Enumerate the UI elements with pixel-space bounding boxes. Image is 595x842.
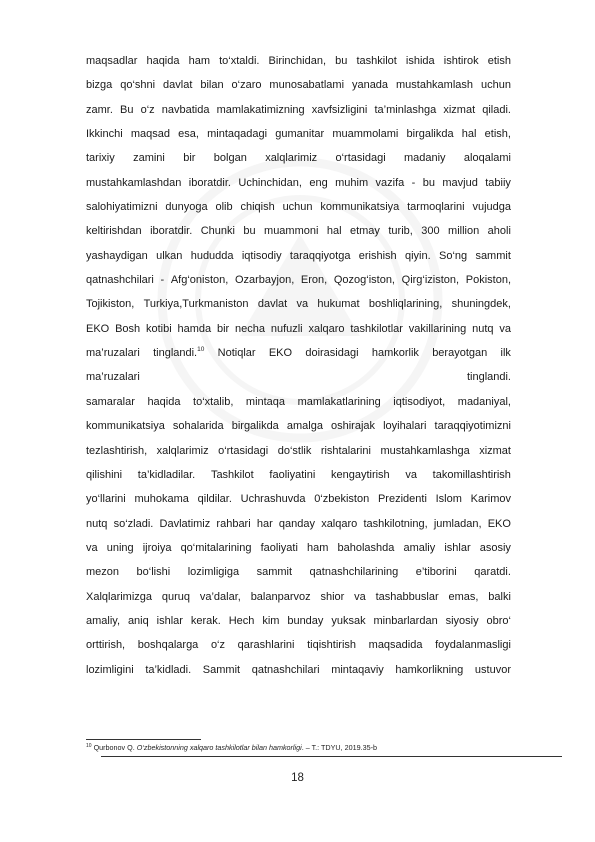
- word: mamlakatimizning: [216, 103, 305, 116]
- text-line: [86, 268, 511, 292]
- word: aniq: [127, 614, 149, 627]
- word: nufuzli: [270, 322, 303, 335]
- word: keltirishdan: [86, 225, 142, 238]
- footnote-author: Qurbonov Q.: [93, 743, 135, 752]
- word: tezlashtirish,: [86, 444, 148, 457]
- word: Eron,: [300, 274, 328, 287]
- word: ishida: [405, 55, 435, 67]
- word: bu: [335, 55, 348, 67]
- word: maqsadida: [368, 639, 423, 652]
- word: hududda: [190, 249, 234, 262]
- word: xalqaro: [321, 517, 358, 530]
- word: xizmat: [443, 103, 476, 116]
- word: shior: [320, 590, 345, 603]
- word: Tashkilot: [210, 468, 254, 481]
- word: Qozog‘iston,: [333, 274, 395, 287]
- word: dunyoga: [165, 201, 208, 214]
- word: bo‘lishi: [136, 566, 171, 579]
- word: uchun: [282, 201, 313, 214]
- word: samaralar: [86, 395, 135, 408]
- word: olib: [215, 201, 233, 214]
- word: bunday: [287, 614, 324, 627]
- word: ishtirok: [443, 55, 479, 67]
- word: iqtisodiyot,: [393, 395, 446, 408]
- word: qatnashchilarining: [309, 566, 399, 579]
- text-line: [86, 658, 511, 682]
- word: kotibi: [145, 322, 172, 335]
- word: Xalqlarimizga: [86, 590, 153, 603]
- word: faoliyati: [260, 541, 298, 554]
- word: bizga: [86, 79, 113, 92]
- word: Bosh: [115, 322, 141, 335]
- text-line: [86, 171, 511, 195]
- word: mustahkamlashga: [380, 444, 470, 457]
- word: taraqqiyotga: [289, 249, 351, 262]
- word: maqsad: [130, 128, 170, 141]
- word: xalqlarimiz: [265, 152, 318, 165]
- word: EKO: [268, 347, 293, 360]
- word: amaliy: [403, 541, 436, 554]
- word: Sammit: [202, 663, 241, 676]
- word: e’tiborini: [415, 566, 457, 579]
- text-line: [86, 219, 511, 243]
- word: amalga: [286, 420, 323, 433]
- word: xalqaro: [308, 322, 345, 335]
- word: bolgan: [213, 152, 247, 165]
- word: va: [86, 541, 98, 554]
- word: Uchinchidan,: [238, 176, 302, 189]
- word: haqida: [147, 395, 181, 408]
- word: ustuvor: [474, 663, 511, 676]
- word: to‘xtalib,: [193, 395, 234, 408]
- word: ta’minlashga: [374, 103, 437, 116]
- word: uning: [106, 541, 134, 554]
- word: balanparvoz: [250, 590, 311, 603]
- text-line: [86, 292, 511, 316]
- word: Prezidenti: [377, 493, 427, 506]
- word: berayotgan: [432, 347, 488, 360]
- word: rahbari: [216, 517, 251, 530]
- word: va: [296, 298, 309, 311]
- word: kim: [262, 614, 280, 627]
- footnote-separator: [86, 739, 201, 740]
- text-line: [86, 585, 511, 609]
- word: qiladi.: [482, 103, 511, 116]
- word: So‘ng: [438, 249, 468, 262]
- word: zamini: [133, 152, 165, 165]
- word: qatnashchilari: [251, 663, 320, 676]
- word: esa,: [178, 128, 199, 141]
- word: tashkilot: [356, 55, 397, 67]
- word: aholi: [487, 225, 511, 238]
- word: kerak.: [190, 614, 221, 627]
- footnote: [86, 743, 377, 752]
- text-line: [86, 439, 511, 463]
- word: obro‘: [486, 614, 511, 627]
- word: o‘z: [140, 103, 155, 116]
- word: kommunikatsiya: [86, 420, 165, 433]
- word: tinglandi.$^{10}$: [153, 346, 205, 360]
- word: tashkilotning,: [363, 517, 428, 530]
- word: boshqalarga: [137, 639, 199, 652]
- text-line: [86, 512, 511, 536]
- word: bu: [243, 225, 256, 238]
- word: mintaqadagi: [207, 128, 268, 141]
- word: xalqlarimiz: [156, 444, 209, 457]
- word: o‘zaro: [231, 79, 262, 92]
- word: tabiiy: [485, 176, 511, 189]
- word: chiqish: [240, 201, 275, 214]
- word: navbatida: [161, 103, 210, 116]
- word: minbarlardan: [373, 614, 438, 627]
- word: -: [160, 274, 165, 287]
- text-line: [86, 487, 511, 511]
- text-line: [86, 98, 511, 122]
- word: takomillashtirish: [432, 468, 511, 481]
- word: iqtisodiy: [241, 249, 282, 262]
- word: Turkiya,Turkmaniston: [143, 298, 249, 311]
- word: kommunikatsiya: [320, 201, 400, 214]
- text-line: [86, 633, 511, 657]
- word: EKO: [487, 517, 511, 530]
- word: ta’kidladilar.: [137, 468, 196, 481]
- word: etmay: [349, 225, 380, 238]
- word: 0‘zbekiston: [314, 493, 370, 506]
- word: qatnashchilari: [86, 274, 154, 287]
- word: vakillarining: [408, 322, 467, 335]
- word: bu: [422, 176, 435, 189]
- word: nutq: [86, 517, 108, 530]
- word: Davlatimiz: [159, 517, 211, 530]
- word: hamkorlikning: [395, 663, 464, 676]
- word: kengaytirish: [330, 468, 390, 481]
- word: ma’ruzalari: [86, 371, 140, 384]
- word: baholashda: [337, 541, 395, 554]
- word: munosabatlami: [269, 79, 345, 92]
- word: mintaqa: [245, 395, 286, 408]
- word: ijroiya: [142, 541, 172, 554]
- word: erishish: [358, 249, 397, 262]
- word: sammit: [256, 566, 293, 579]
- word: oshirajak: [330, 420, 376, 433]
- word: muammolami: [332, 128, 399, 141]
- word: etish,: [484, 128, 511, 141]
- word: o‘z: [210, 639, 225, 652]
- word: iboratdir.: [188, 176, 231, 189]
- word: 300: [421, 225, 440, 238]
- word: hamkorlik: [371, 347, 419, 360]
- word: qiyin.: [404, 249, 431, 262]
- word: yanada: [351, 79, 389, 92]
- word: mustahkamlash: [395, 79, 474, 92]
- word: Islom: [435, 493, 462, 506]
- word: orttirish,: [86, 639, 126, 652]
- word: va’dalar,: [199, 590, 241, 603]
- word: qilishini: [86, 468, 123, 481]
- word: -: [411, 176, 416, 189]
- text-line: [86, 390, 511, 414]
- word: davlat: [163, 79, 193, 92]
- text-line: [86, 146, 511, 170]
- word: rishtalarini: [320, 444, 371, 457]
- word: xizmat: [479, 444, 511, 457]
- text-line-with-footnote: [86, 341, 511, 365]
- word: nutq: [472, 322, 494, 335]
- word: etish: [487, 55, 511, 67]
- word: Uchrashuvda: [240, 493, 306, 506]
- word: Tojikiston,: [86, 298, 135, 311]
- word: ulkan: [156, 249, 183, 262]
- word: muhokama: [134, 493, 189, 506]
- word: yashaydigan: [86, 249, 148, 262]
- word: siyosiy: [445, 614, 479, 627]
- word: necha: [235, 322, 265, 335]
- word: mintaqaviy: [331, 663, 384, 676]
- word: Ikkinchi: [86, 128, 123, 141]
- word: ham: [188, 55, 210, 67]
- word: vujudga: [472, 201, 511, 214]
- body-text: [86, 49, 511, 682]
- text-line: [86, 463, 511, 487]
- word: bir: [216, 322, 230, 335]
- word: davlat: [257, 298, 288, 311]
- word: Birinchidan,: [268, 55, 327, 67]
- text-line: [86, 244, 511, 268]
- word: tiqishtirish: [307, 639, 357, 652]
- text-line: [86, 73, 511, 97]
- word: jumladan,: [433, 517, 482, 530]
- word: do‘stlik: [277, 444, 312, 457]
- word: har: [256, 517, 273, 530]
- word: zamr.: [86, 103, 113, 116]
- word: hamda: [177, 322, 212, 335]
- word: haqida: [146, 55, 180, 67]
- text-line: [86, 365, 511, 389]
- word: mezon: [86, 566, 120, 579]
- word: Notiqlar: [217, 347, 256, 360]
- word: balki: [488, 590, 511, 603]
- word: asosiy: [479, 541, 511, 554]
- word: yuksak: [331, 614, 366, 627]
- footnote-number: 10: [86, 743, 92, 749]
- text-line: [86, 560, 511, 584]
- word: muhim: [335, 176, 369, 189]
- word: aloqalami: [463, 152, 511, 165]
- word: Bu: [120, 103, 134, 116]
- word: faoliyatini: [269, 468, 316, 481]
- word: Afg‘oniston,: [170, 274, 229, 287]
- word: emas,: [448, 590, 479, 603]
- text-line: [86, 414, 511, 438]
- word: birgalikda: [231, 420, 279, 433]
- word: lozimligiga: [187, 566, 240, 579]
- word: ta’kidladi.: [145, 663, 192, 676]
- word: ma’ruzalari: [86, 347, 140, 360]
- word: hal: [326, 225, 342, 238]
- word: boshliqlarining,: [368, 298, 443, 311]
- word: hukumat: [317, 298, 360, 311]
- word: qaratdi.: [474, 566, 511, 579]
- word: madaniyal,: [457, 395, 511, 408]
- footnote-reference: 10: [197, 346, 205, 354]
- page-number: 18: [291, 772, 304, 784]
- footnote-imprint: . – T.: TDYU, 2019.35-b: [301, 743, 377, 752]
- word: Karimov: [470, 493, 511, 506]
- word: Qirg‘iziston,: [401, 274, 460, 287]
- word: muammoni: [264, 225, 319, 238]
- word: turib,: [388, 225, 413, 238]
- word: tashabbuslar: [375, 590, 439, 603]
- word: taraqqiyotimizni: [434, 420, 511, 433]
- word: uchun: [480, 79, 511, 92]
- word: hal: [461, 128, 477, 141]
- word: eng: [309, 176, 328, 189]
- text-line: [86, 49, 511, 73]
- word: o‘rtasidagi: [218, 444, 269, 457]
- word: quruq: [161, 590, 191, 603]
- word: ilk: [500, 347, 511, 360]
- word: tinglandi.: [466, 371, 511, 384]
- footnote-underline: [101, 756, 562, 757]
- word: tarixiy: [86, 152, 115, 165]
- word: qo‘shni: [120, 79, 156, 92]
- word: Pokiston,: [465, 274, 511, 287]
- word: so‘zladi.: [113, 517, 154, 530]
- word: bilan: [200, 79, 224, 92]
- word: mustahkamlashdan: [86, 176, 182, 189]
- word: ham: [306, 541, 329, 554]
- word: to‘xtaldi.: [219, 55, 260, 67]
- text-line: [86, 317, 511, 341]
- word: madaniy: [403, 152, 446, 165]
- word: salohiyatimizni: [86, 201, 158, 214]
- word: loyihalari: [383, 420, 427, 433]
- word: qanday: [278, 517, 316, 530]
- word: mamlakatlarining: [297, 395, 381, 408]
- word: amaliy,: [86, 614, 121, 627]
- word: va: [499, 322, 511, 335]
- word: lozimligini: [86, 663, 134, 676]
- word: bir: [183, 152, 196, 165]
- word: mavjud: [442, 176, 478, 189]
- text-line: [86, 609, 511, 633]
- word: foydalanmasligi: [435, 639, 511, 652]
- word: Ozarbayjon,: [234, 274, 295, 287]
- word: va: [405, 468, 417, 481]
- word: qildilar.: [197, 493, 232, 506]
- word: qo‘mitalarining: [180, 541, 252, 554]
- word: yo‘llarini: [86, 493, 126, 506]
- word: vazifa: [375, 176, 405, 189]
- word: maqsadlar: [86, 55, 138, 67]
- text-line: [86, 122, 511, 146]
- word: sammit: [475, 249, 511, 262]
- word: EKO: [86, 322, 110, 335]
- text-line: [86, 195, 511, 219]
- word: tarmoqlarini: [407, 201, 465, 214]
- word: iboratdir.: [150, 225, 193, 238]
- word: Chunki: [200, 225, 235, 238]
- word: o‘rtasidagi: [335, 152, 386, 165]
- word: shuningdek,: [451, 298, 511, 311]
- text-line: [86, 536, 511, 560]
- word: ishlar: [156, 614, 183, 627]
- word: xavfsizligini: [311, 103, 368, 116]
- word: doirasidagi: [305, 347, 359, 360]
- word: million: [448, 225, 480, 238]
- word: tashkilotlar: [350, 322, 403, 335]
- footnote-title: O‘zbekistonning xalqaro tashkilotlar bilan hamkorligi: [136, 743, 302, 752]
- word: Hech: [228, 614, 255, 627]
- word: gumanitar: [275, 128, 325, 141]
- word: birgalikda: [406, 128, 454, 141]
- word: ishlar: [444, 541, 471, 554]
- word: qarashlarini: [237, 639, 295, 652]
- word: sohalarida: [172, 420, 224, 433]
- word: va: [354, 590, 366, 603]
